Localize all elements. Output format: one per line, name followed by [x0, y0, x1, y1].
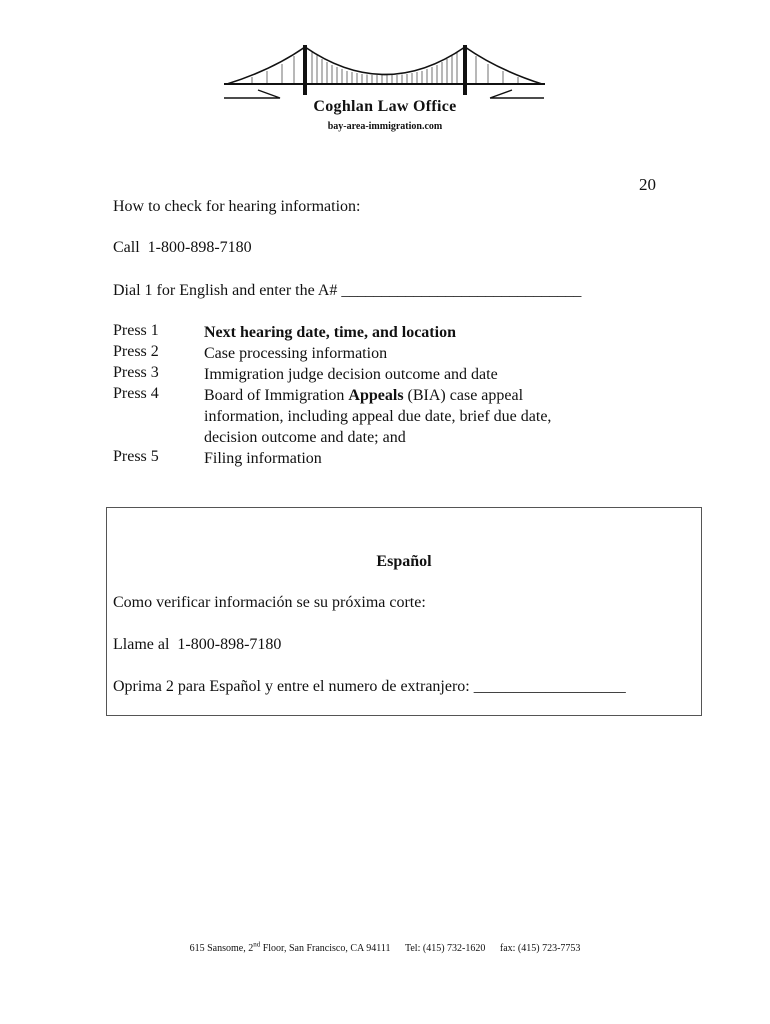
address-city: Floor, San Francisco, CA 94111	[262, 943, 391, 955]
option-text	[204, 385, 574, 448]
a-number-blank: ______________________________	[341, 282, 582, 299]
firm-name: Coghlan Law Office	[313, 98, 457, 115]
footer-address	[190, 943, 391, 954]
spanish-dial-instructions: Oprima 2 para Español y entre el numero de extranjero:	[113, 678, 470, 695]
call-number: 1-800-898-7180	[147, 239, 252, 256]
call-line	[113, 239, 252, 257]
address-street: 615 Sansome, 2	[189, 943, 254, 955]
footer	[0, 941, 770, 954]
year-field: 20	[639, 175, 656, 194]
dial-line	[113, 282, 581, 300]
option-key: Press 4	[113, 385, 159, 402]
option-text-part: (BIA) case appeal information, including appeal due date, brief due date, decision outcome and date; and	[204, 387, 552, 446]
spanish-call-label: Llame al	[113, 636, 170, 653]
spanish-call-number: 1-800-898-7180	[177, 636, 282, 653]
option-key: Press 3	[113, 364, 159, 381]
golden-gate-bridge-logo	[222, 40, 547, 102]
option-text-emphasis: Appeals	[348, 387, 404, 404]
footer-tel: Tel: (415) 732-1620	[404, 943, 486, 955]
option-key: Press 2	[113, 343, 159, 360]
option-text: Next hearing date, time, and location	[204, 324, 456, 341]
intro-heading: How to check for hearing information:	[113, 198, 361, 215]
spanish-heading: Como verificar información se su próxima corte:	[113, 594, 426, 611]
option-key: Press 5	[113, 448, 159, 465]
option-text: Case processing information	[204, 345, 388, 362]
option-text: Immigration judge decision outcome and date	[204, 366, 498, 383]
spanish-call-line	[113, 636, 281, 654]
option-text: Filing information	[204, 450, 322, 467]
spanish-title: Español	[376, 553, 432, 570]
footer-fax: fax: (415) 723-7753	[499, 943, 581, 955]
dial-instructions: Dial 1 for English and enter the A#	[113, 282, 338, 299]
spanish-dial-line	[113, 678, 626, 696]
address-ordinal: nd	[253, 941, 261, 949]
call-label: Call	[113, 239, 140, 256]
option-key: Press 1	[113, 322, 159, 339]
alien-number-blank: ___________________	[473, 678, 626, 695]
firm-website: bay-area-immigration.com	[327, 121, 443, 132]
spanish-section-box	[106, 507, 702, 716]
option-text-part: Board of Immigration	[204, 387, 345, 404]
